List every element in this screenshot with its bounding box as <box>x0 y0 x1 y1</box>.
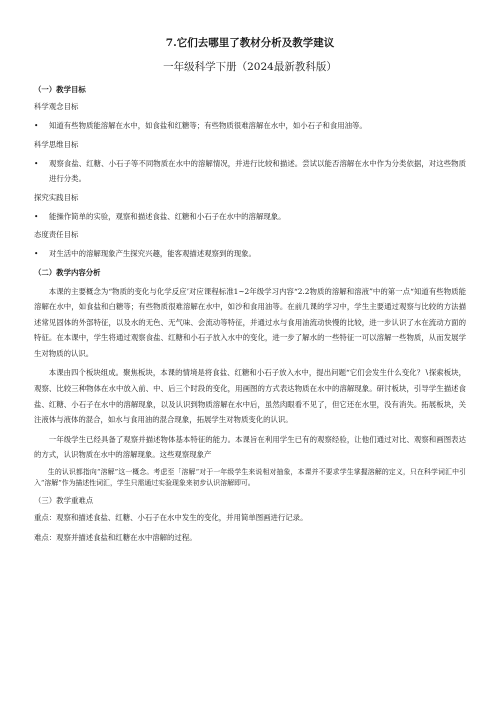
thinking-objective-text: 观察食盐、红糖、小石子等不同物质在水中的溶解情况，并进行比较和描述。尝试以能否溶解在水中作为分类依据，对这些物质进行分类。 <box>49 158 466 183</box>
practice-objective-item <box>34 209 466 225</box>
document-subtitle: 一年级科学下册（2024最新教科版） <box>163 61 337 73</box>
document-title: 7.它们去哪里了教材分析及教学建议 <box>165 37 335 49</box>
thinking-objective-item <box>34 156 466 187</box>
practice-objective-text: 能操作简单的实验，观察和描述食盐、红糖和小石子在水中的溶解现象。 <box>49 211 286 221</box>
practice-objective-label: 探究实践目标 <box>34 192 79 202</box>
bullet-marker: • <box>34 121 39 130</box>
section-heading-objectives: （一）教学目标 <box>34 85 86 94</box>
concept-objective-label: 科学观念目标 <box>34 102 79 111</box>
concept-objective-text: 知道有些物质能溶解在水中，如食盐和红糖等；有些物质很难溶解在水中，如小石子和食用油等。 <box>49 121 367 130</box>
analysis-paragraph-3: 一年级学生已经具备了观察并描述物体基本特征的能力。本课旨在利用学生已有的观察经验，让他们通过对比、观察和画图表达的方式，认识物质在水中的溶解现象。这些观察现象产 <box>34 434 466 460</box>
key-point-text: 重点：观察和描述食盐、红糖、小石子在水中发生的变化，并用简单图画进行记录。 <box>34 513 308 523</box>
section-heading-keypoints: （三）教学重难点 <box>34 496 94 506</box>
difficulty-text: 难点：观察并描述食盐和红糖在水中溶解的过程。 <box>34 533 197 543</box>
analysis-paragraph-1: 本课的主要概念为“物质的变化与化学反应’对应课程标准1~2年级学习内容“2.2物质的溶解和溶液”中的第一点“知道有些物质能溶解在水中，如食盐和白糖等；有些物质很难溶解在水中，如沙和食用油等。在前几课的学习中，学生主要通过观察与比较的方法描述常见固体的外部特征，以及水的无色、无气味、会流动等特征，并通过水与食用油流动快慢的比较，进一步认识了水在流动方面的特征。在本课中，学生将通过观察食盐、红糖和小石子放入水中的变化，进一步了解水的一些特征一可以溶解一些物质，从而发展学生对物质的认识。 <box>34 286 466 358</box>
bullet-marker: • <box>34 211 39 221</box>
bullet-marker: • <box>34 249 39 258</box>
thinking-objective-label: 科学思维目标 <box>34 139 79 149</box>
analysis-paragraph-2: 本课由四个板块组成。聚焦板块，本课的情境是将食盐、红糖和小石子放入水中，提出问题“它们会发生什么变化？∖探索板块，观察、比较三种物体在水中放入前、中、后三个时段的变化，用画图的方式表达物质在水中的溶解现象。研讨板块，引导学生描述食盐、红糖、小石子在水中的溶解现象，以及认识到物质溶解在水中后，虽然肉眼看不见了，但它还在水里，没有消失。拓展板块，关注液体与液体的混合，如水与食用油的混合现象，拓展学生对物质变化的认识。 <box>34 368 466 425</box>
section-heading-analysis: （二）教学内容分析 <box>34 267 101 277</box>
attitude-objective-text: 对生活中的溶解现象产生探究兴趣，能客观描述观察到的现象。 <box>49 249 256 258</box>
attitude-objective-item <box>34 246 466 262</box>
attitude-objective-label: 态度责任目标 <box>34 230 79 239</box>
bullet-marker: • <box>34 158 39 168</box>
concept-objective-item <box>34 118 466 134</box>
analysis-paragraph-4: 生的认识都指向“溶解”这一概念。考虑至「溶解“对于一年级学生来说相对抽象，本课并不要求学生掌握溶解的定义，只在科学词汇中引入“溶解”作为描述性词汇，学生只需通过实验现象来初步认识溶解即可。 <box>34 468 466 488</box>
